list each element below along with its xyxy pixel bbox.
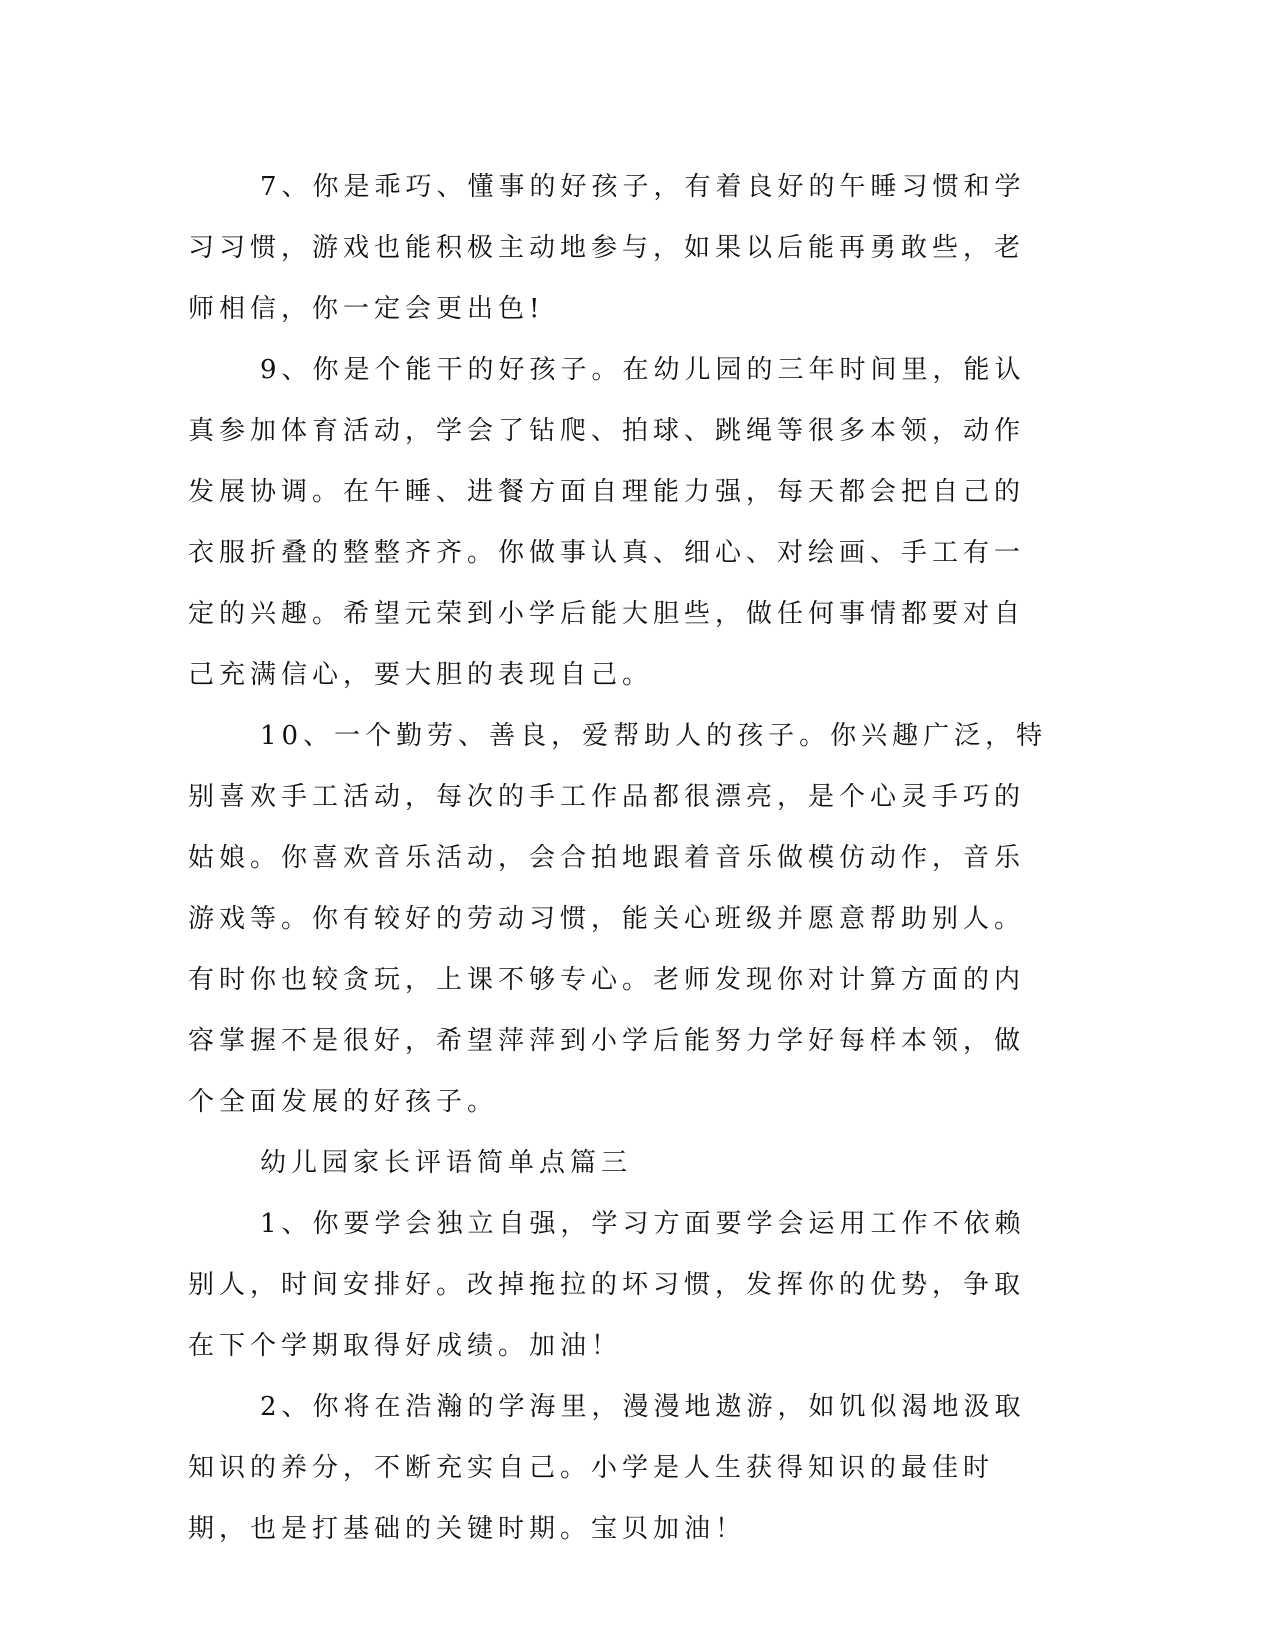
paragraph-item-9: 9、你是个能干的好孩子。在幼儿园的三年时间里，能认真参加体育活动，学会了钻爬、拍球、跳绳等很多本领，动作发展协调。在午睡、进餐方面自理能力强，每天都会把自己的衣服折叠的整整齐齐。你做事认真、细心、对绘画、手工有一定的兴趣。希望元荣到小学后能大胆些，做任何事情都要对自己充满信心，要大胆的表现自己。 — [188, 355, 1026, 690]
paragraph-item-7: 7、你是乖巧、懂事的好孩子，有着良好的午睡习惯和学习习惯，游戏也能积极主动地参与，如果以后能再勇敢些，老师相信，你一定会更出色! — [188, 172, 1026, 324]
paragraph-item-1: 1、你要学会独立自强，学习方面要学会运用工作不依赖别人，时间安排好。改掉拖拉的坏习惯，发挥你的优势，争取在下个学期取得好成绩。加油！ — [188, 1209, 1026, 1361]
document-body — [188, 157, 1048, 1560]
paragraph-item-10: 10、一个勤劳、善良，爱帮助人的孩子。你兴趣广泛，特别喜欢手工活动，每次的手工作品都很漂亮，是个心灵手巧的姑娘。你喜欢音乐活动，会合拍地跟着音乐做模仿动作，音乐游戏等。你有较好的劳动习惯，能关心班级并愿意帮助别人。有时你也较贪玩，上课不够专心。老师发现你对计算方面的内容掌握不是很好，希望萍萍到小学后能努力学好每样本领，做个全面发展的好孩子。 — [188, 721, 1048, 1117]
paragraph-item-2: 2、你将在浩瀚的学海里，漫漫地遨游，如饥似渴地汲取知识的养分，不断充实自己。小学是人生获得知识的最佳时期，也是打基础的关键时期。宝贝加油！ — [188, 1392, 1026, 1544]
section-heading: 幼儿园家长评语简单点篇三 — [260, 1148, 633, 1178]
